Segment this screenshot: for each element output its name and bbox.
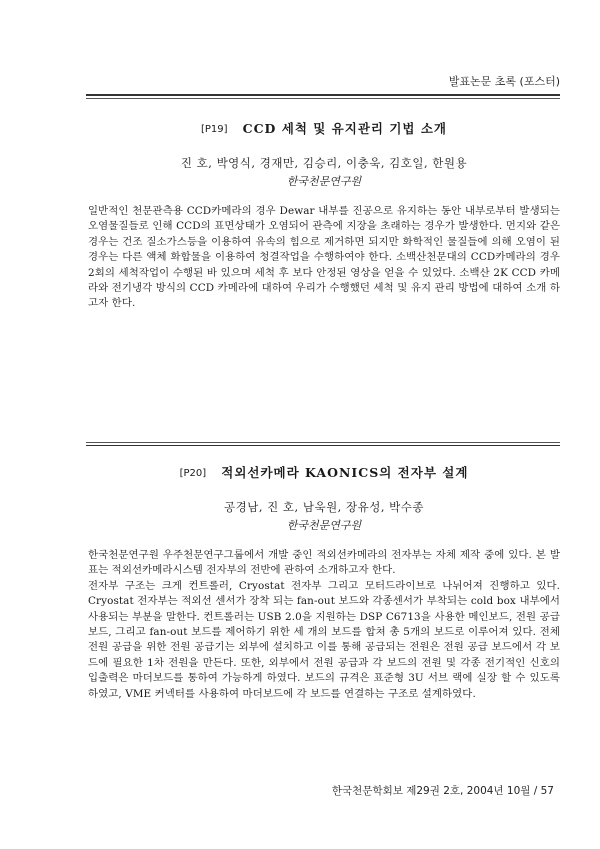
header-rule-thin bbox=[86, 98, 560, 99]
header-rule bbox=[86, 94, 560, 96]
abstract-paragraph: 한국천문연구원 우주천문연구그룹에서 개발 중인 적외선카메라의 전자부는 자체 제작 중에 있다. 본 발표는 적외선카메라시스템 전자부의 전반에 관하여 소개하고자 한다. bbox=[88, 549, 560, 577]
abstract-title: 적외선카메라 KAONICS의 전자부 설계 bbox=[221, 465, 469, 480]
abstract-affiliation: 한국천문연구원 bbox=[286, 175, 362, 188]
section-divider bbox=[86, 442, 560, 443]
section-divider-thick bbox=[86, 445, 560, 446]
abstract-paragraph: 전자부 구조는 크게 컨트롤러, Cryostat 전자부 그리고 모터드라이브로 나뉘어져 진행하고 있다. Cryostat 전자부는 적외선 센서가 장착 되는 fan-out 보드와 각종센서가 부착되는 cold box 내부에서 사용되는 부분을 말한다. 컨트롤러는 USB 2.0을 지원하는 DSP C6713을 사용한 메인보드, 전원 공급 보드, 그리고 fan-out 보드를 제어하기 위한 세 개의 보드를 합쳐 총 5개의 보드로 이루어져 있다. 전체 전원 공급을 위한 전원 공급기는 외부에 설치하고 이를 통해 공급되는 전원은 전원 공급 보드에서 각 보드에 필요한 1차 전원을 만든다. 또한, 외부에서 전원 공급과 각 보드의 전원 및 각종 전기적인 신호의 입출력은 마더보드를 통하여 가능하게 하였다. 보드의 규격은 표준형 3U 서브 랙에 실장 할 수 있도록 하였고, VME 커넥터를 사용하여 마더보드에 각 보드를 연결하는 구조로 설계하였다. bbox=[88, 579, 560, 700]
abstract-p19 bbox=[88, 118, 560, 312]
abstract-authors: 공경남, 진 호, 남욱원, 장유성, 박수종 bbox=[224, 500, 424, 514]
page-footer: 한국천문학회보 제29권 2호, 2004년 10월 / 57 bbox=[331, 785, 554, 797]
abstract-authors: 진 호, 박영식, 경재만, 김승리, 이충욱, 김호일, 한원용 bbox=[180, 156, 468, 170]
running-header: 발표논문 초록 (포스터) bbox=[448, 75, 560, 88]
abstract-p20 bbox=[88, 462, 560, 702]
abstract-affiliation: 한국천문연구원 bbox=[286, 519, 362, 532]
abstract-title: CCD 세척 및 유지관리 기법 소개 bbox=[242, 121, 447, 136]
abstract-code: [P20] bbox=[179, 468, 207, 479]
abstract-body bbox=[88, 548, 560, 702]
abstract-code: [P19] bbox=[201, 124, 228, 135]
abstract-heading bbox=[88, 118, 560, 137]
abstract-body bbox=[88, 204, 560, 312]
abstract-paragraph: 일반적인 천문관측용 CCD카메라의 경우 Dewar 내부를 진공으로 유지하는 동안 내부로부터 발생되는 오염물질들로 인해 CCD의 표면상태가 오염되어 관측에 지장을 초래하는 경우가 발생한다. 먼지와 같은 경우는 건조 질소가스등을 이용하여 유속의 힘으로 제거하면 되지만 화학적인 물질들에 의해 오염이 된 경우는 다른 액체 화합물을 이용하여 청결작업을 수행하여야 한다. 소백산천문대의 CCD카메라의 경우 2회의 세척작업이 수행된 바 있으며 세척 후 보다 안정된 영상을 얻을 수 있었다. 소백산 2K CCD 카메라와 전기냉각 방식의 CCD 카메라에 대하여 우리가 수행했던 세척 및 유지 관리 방법에 대하여 소개 하고자 한다. bbox=[88, 205, 560, 310]
abstract-heading bbox=[88, 462, 560, 481]
